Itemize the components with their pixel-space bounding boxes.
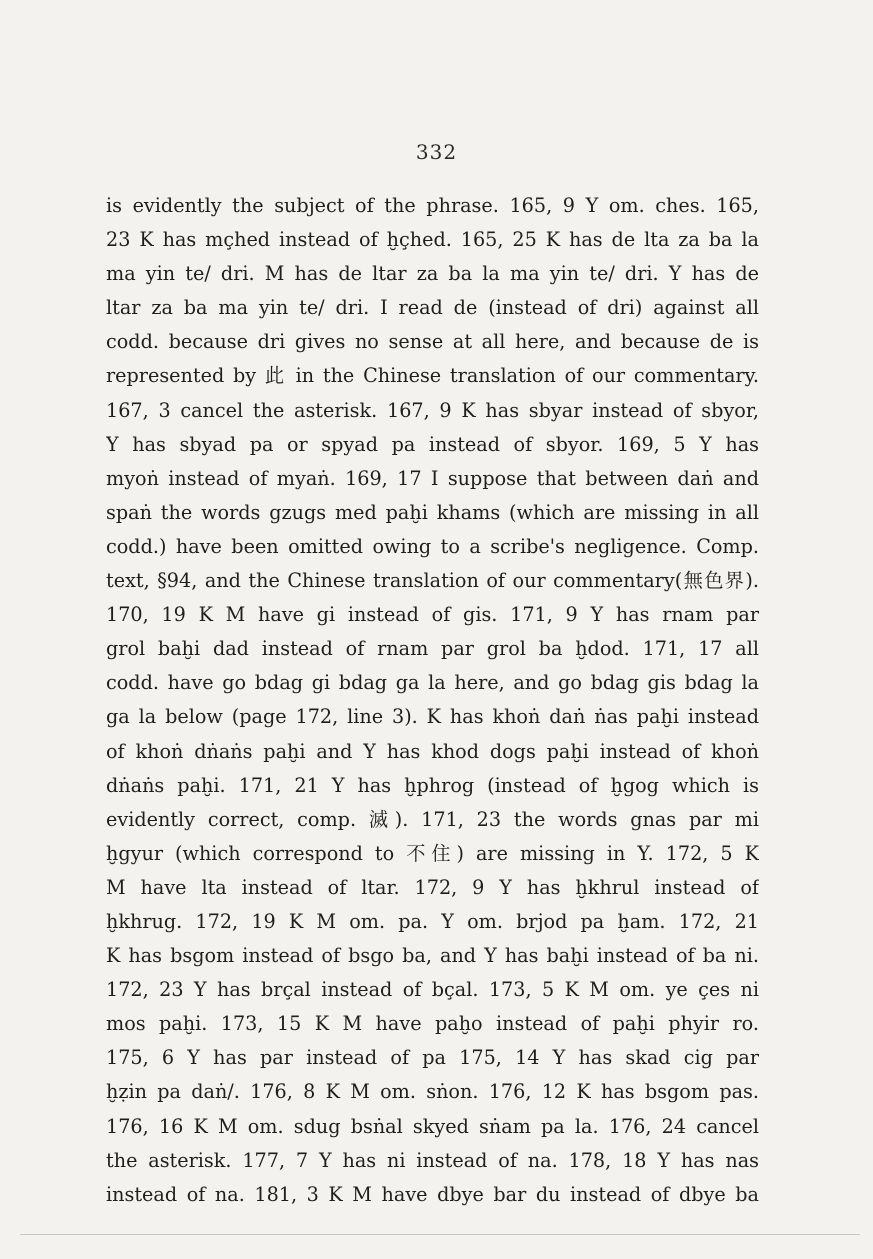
text-line: text, §94, and the Chinese translation of our commentary(無色界).: [106, 569, 759, 593]
text-line: instead of na. 181, 3 K M have dbye bar du instead of dbye ba: [106, 1182, 759, 1206]
text-line: myoṅ instead of myaṅ. 169, 17 I suppose that between daṅ and: [106, 466, 759, 490]
text-line: 176, 16 K M om. sdug bsṅal skyed sṅam pa la. 176, 24 cancel: [106, 1114, 759, 1138]
text-line: codd.) have been omitted owing to a scribe's negligence. Comp.: [106, 534, 759, 558]
text-line: ḫgyur (which correspond to 不住) are missing in Y. 172, 5 K: [106, 841, 759, 865]
text-line: is evidently the subject of the phrase. 165, 9 Y om. ches. 165,: [106, 194, 759, 217]
text-line: M have lta instead of ltar. 172, 9 Y has ḫkhrul instead of: [106, 875, 759, 899]
bottom-edge-rule: [20, 1234, 860, 1235]
text-line: ga la below (page 172, line 3). K has khoṅ daṅ ṅas paḫi instead: [106, 705, 759, 729]
text-line: codd. because dri gives no sense at all here, and because de is: [106, 330, 759, 354]
text-line: ma yin te/ dri. M has de ltar za ba la ma yin te/ dri. Y has de: [106, 262, 759, 286]
text-line: dṅaṅs paḫi. 171, 21 Y has ḫphrog (instead of ḫgog which is: [106, 773, 759, 797]
text-line: 170, 19 K M have gi instead of gis. 171, 9 Y has rnam par: [106, 603, 759, 627]
text-line: Y has sbyad pa or spyad pa instead of sbyor. 169, 5 Y has: [106, 432, 759, 456]
text-line: 172, 23 Y has brçal instead of bçal. 173, 5 K M om. ye çes ni: [106, 978, 759, 1002]
text-line: the asterisk. 177, 7 Y has ni instead of na. 178, 18 Y has nas: [106, 1148, 759, 1172]
page-number: 332: [415, 140, 458, 164]
text-line: mos paḫi. 173, 15 K M have paḫo instead of paḫi phyir ro.: [106, 1012, 759, 1036]
text-line: ḫẓin pa daṅ/. 176, 8 K M om. sṅon. 176, 12 K has bsgom pas.: [106, 1080, 759, 1104]
text-line: of khoṅ dṅaṅs paḫi and Y has khod dogs paḫi instead of khoṅ: [106, 739, 759, 763]
text-line: ltar za ba ma yin te/ dri. I read de (instead of dri) against all: [106, 296, 759, 320]
text-line: 167, 3 cancel the asterisk. 167, 9 K has sbyar instead of sbyor,: [106, 398, 759, 422]
text-line: K has bsgom instead of bsgo ba, and Y has baḫi instead of ba ni.: [106, 944, 759, 968]
text-line: spaṅ the words gzugs med paḫi khams (which are missing in all: [106, 500, 759, 524]
text-line: 23 K has mçhed instead of ḫçhed. 165, 25 K has de lta za ba la: [106, 228, 759, 252]
text-line: ḫkhrug. 172, 19 K M om. pa. Y om. brjod pa ḫam. 172, 21: [106, 909, 759, 933]
text-line: represented by 此 in the Chinese translation of our commentary.: [106, 364, 759, 388]
text-line: grol baḫi dad instead of rnam par grol ba ḫdod. 171, 17 all: [106, 637, 759, 661]
text-line: codd. have go bdag gi bdag ga la here, and go bdag gis bdag la: [106, 671, 759, 695]
text-line: evidently correct, comp. 滅). 171, 23 the words gnas par mi: [106, 807, 759, 831]
text-line: 175, 6 Y has par instead of pa 175, 14 Y has skad cig par: [106, 1046, 759, 1070]
notes-paragraph: [106, 189, 759, 1212]
